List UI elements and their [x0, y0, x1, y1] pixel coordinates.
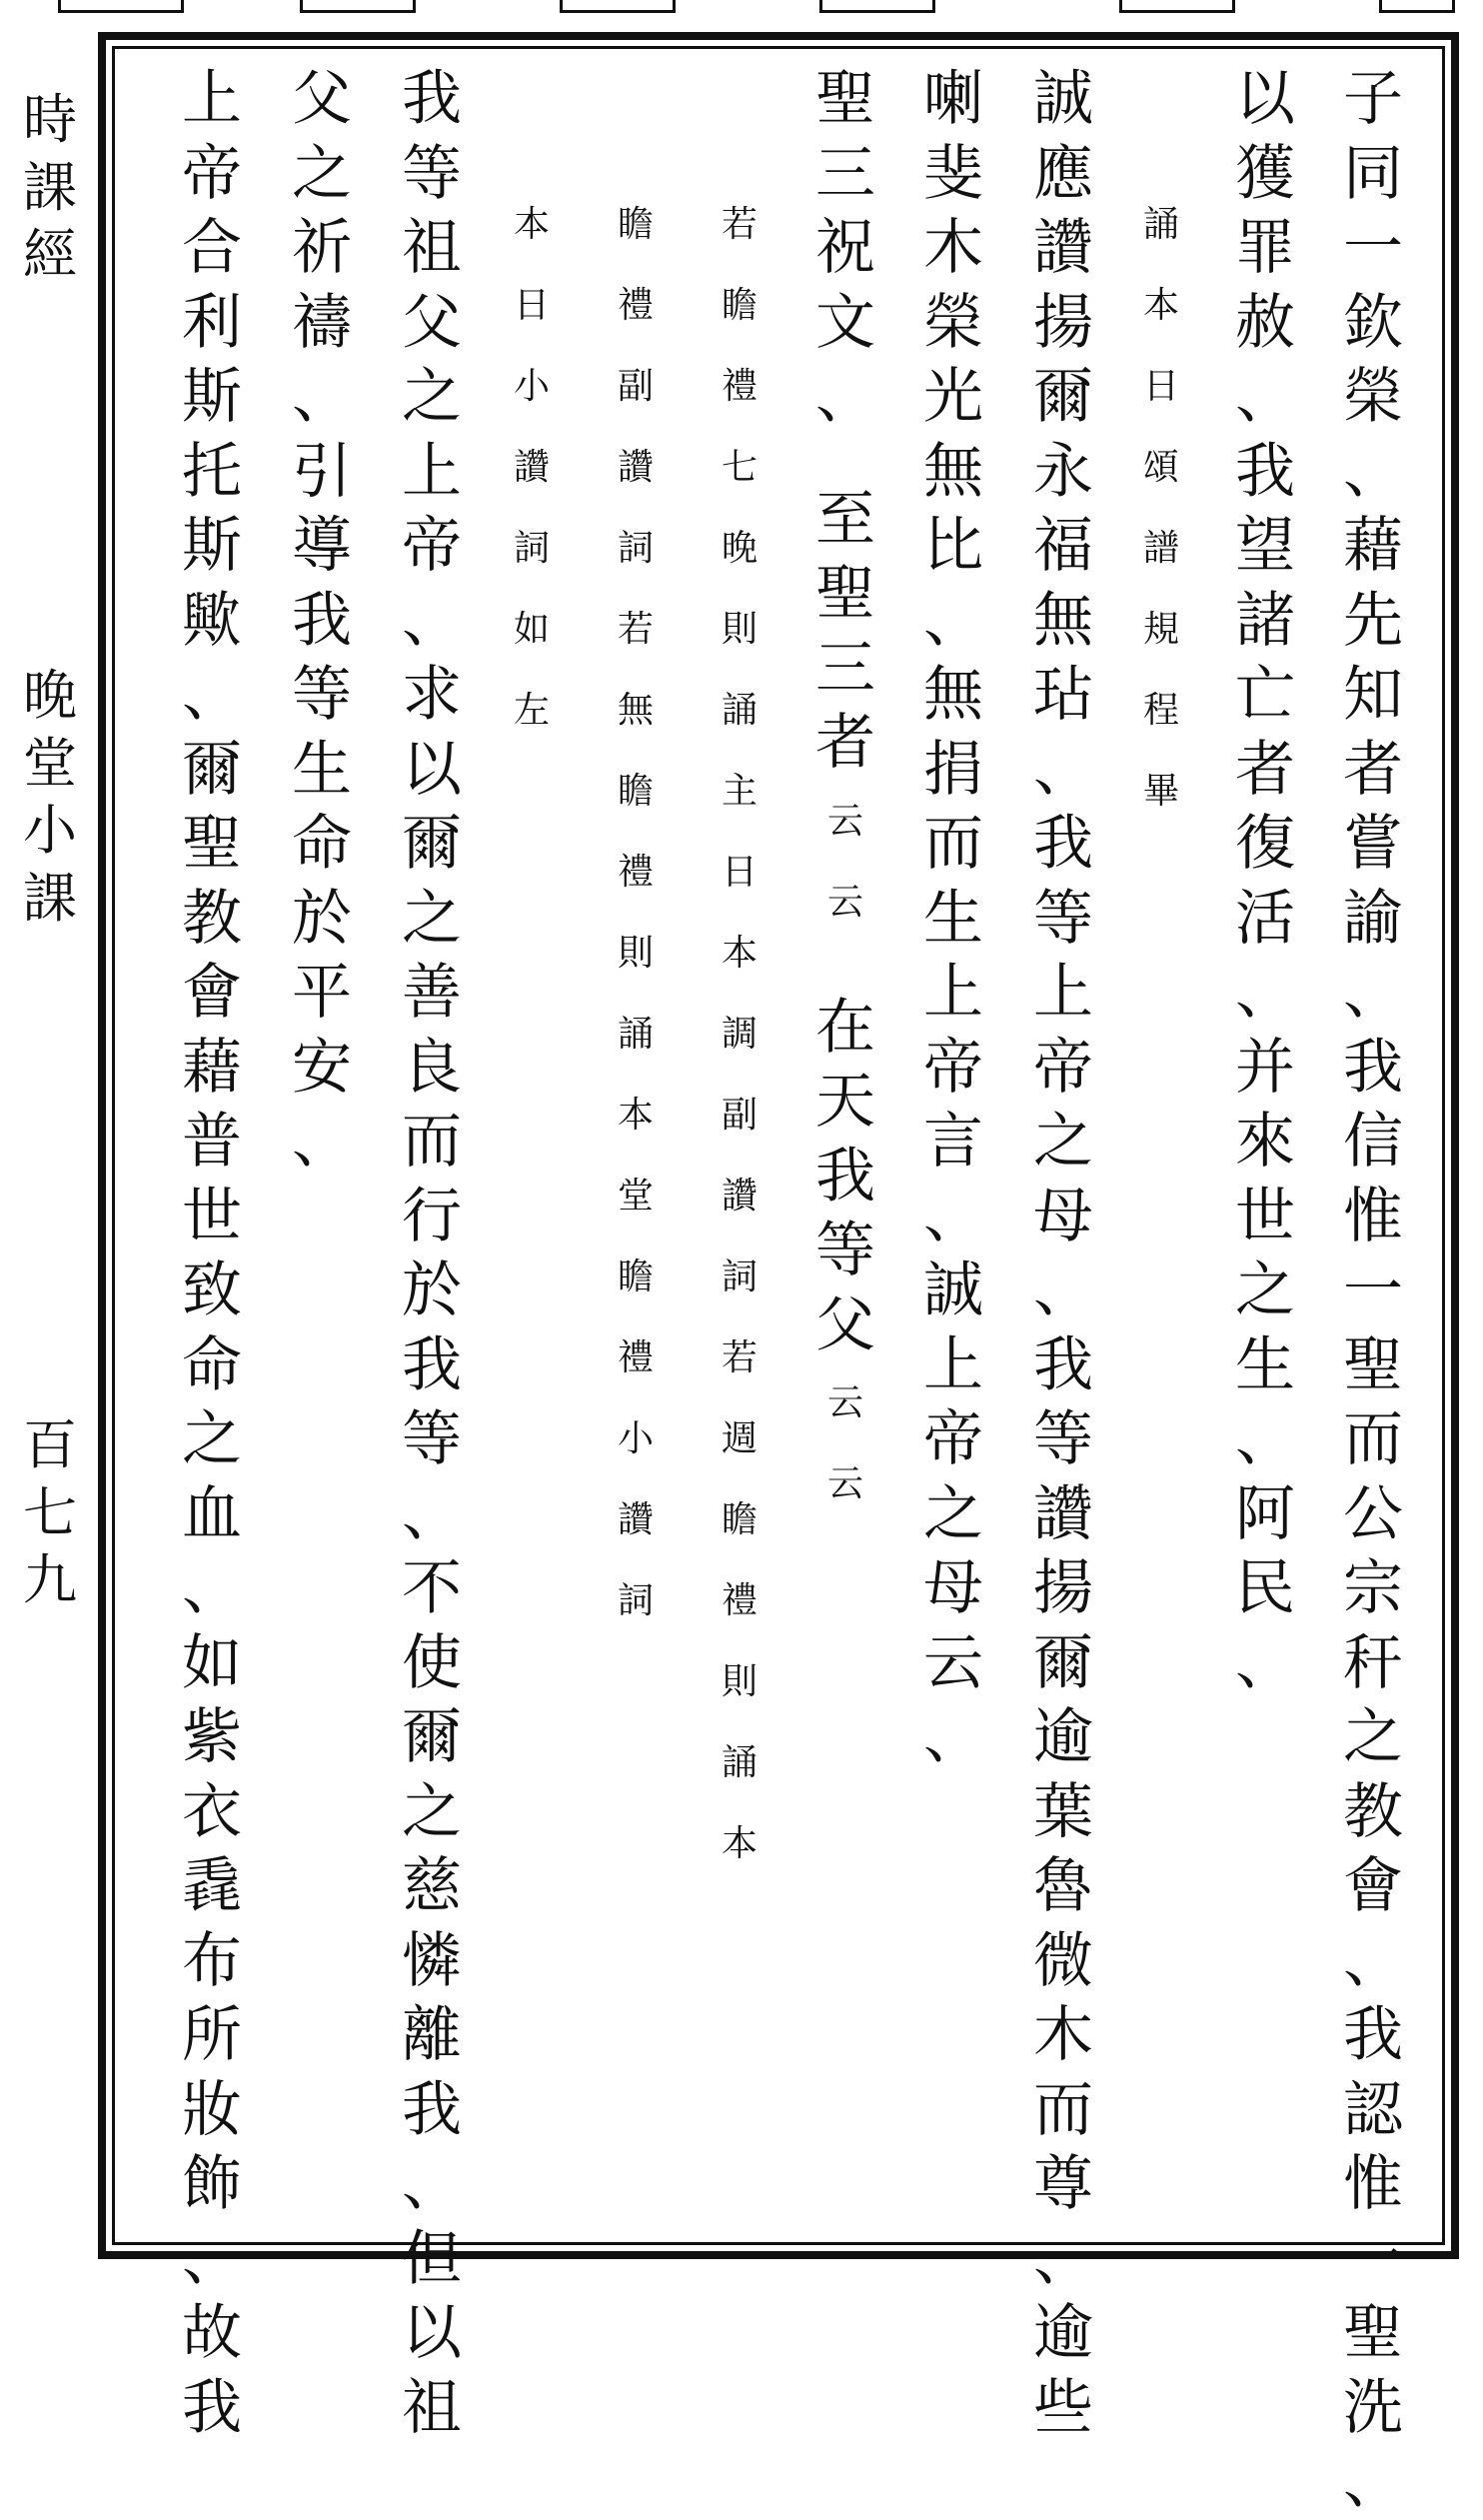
prayer-text: 聖 三 祝 文 、: [815, 64, 875, 432]
rubric-column-3: 誦 本 日 頌 譜 規 程 畢: [1142, 204, 1179, 812]
prayer-text: 至 聖 三 者: [815, 484, 875, 778]
running-head-book-title: 時 課 經: [23, 88, 77, 286]
text-column-2: 以 獲 罪 赦 、 我 望 諸 亡 者 復 活 、 并 來 世 之 生 、 阿 民 、: [1235, 64, 1295, 1698]
text-column-12: 上 帝 合 利 斯 托 斯 歟 、 爾 聖 教 會 藉 普 世 致 命 之 血 、 如 紫 衣 毳 布 所 妝 飾 、 故 我: [182, 64, 242, 2443]
text-column-11: 父 之 祈 禱 、 引 導 我 等 生 命 於 平 安 、: [292, 64, 352, 1177]
rubric-note: 云 云: [826, 1382, 863, 1504]
text-column-4: 誠 應 讚 揚 爾 永 福 無 玷 、 我 等 上 帝 之 母 、 我 等 讚 揚 爾 逾 葉 魯 微 木 而 尊 、 逾 些: [1033, 64, 1093, 2443]
page-number: 百 七 九: [23, 1413, 77, 1611]
text-column-6: [805, 62, 885, 1524]
rubric-column-8: 瞻 禮 副 讚 詞 若 無 瞻 禮 則 誦 本 堂 瞻 禮 小 讚 詞: [617, 204, 654, 1621]
top-ornament-strip: [0, 0, 1483, 22]
text-column-1: 子 同 一 欽 榮 、 藉 先 知 者 嘗 諭 、 我 信 惟 一 聖 而 公 宗 秆 之 教 會 、 我 認 惟 一 聖 洗 、: [1343, 64, 1403, 2517]
rubric-column-9: 本 日 小 讚 詞 如 左: [513, 204, 550, 731]
text-column-5: 喇 斐 木 榮 光 無 比 、 無 捐 而 生 上 帝 言 、 誠 上 帝 之 母 云 、: [923, 64, 983, 1772]
rubric-note: 云 云: [826, 800, 863, 923]
text-column-10: 我 等 祖 父 之 上 帝 、 求 以 爾 之 善 良 而 行 於 我 等 、 不 使 爾 之 慈 憐 離 我 、 但 以 祖: [402, 64, 462, 2443]
running-head-section-title: 晚 堂 小 課: [23, 664, 77, 930]
prayer-text: 在 天 我 等 父: [815, 992, 875, 1360]
rubric-column-7: 若 瞻 禮 七 晚 則 誦 主 日 本 調 副 讚 詞 若 週 瞻 禮 則 誦 本: [721, 204, 757, 1864]
